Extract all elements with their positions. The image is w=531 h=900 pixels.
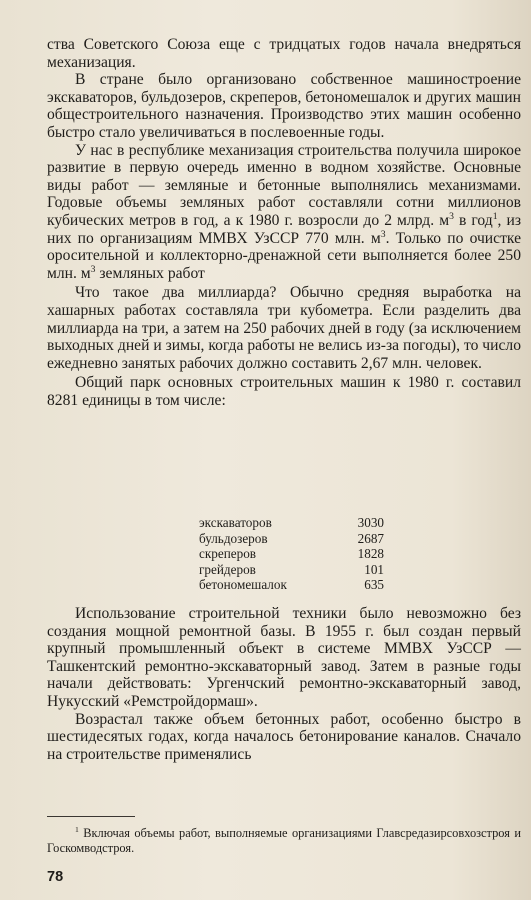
superscript-cube: 3 [449, 210, 454, 222]
machine-count: 635 [364, 577, 384, 593]
paragraph-1: ства Советского Союза еще с тридцатых годов начала внедряться механизация. [47, 36, 521, 71]
machine-name: бульдозеров [199, 530, 268, 546]
machine-name: скреперов [199, 546, 257, 562]
paragraph-3 [47, 142, 521, 283]
footnote-body: Включая объемы работ, выполняемые организациями Главсредазирсовхозстроя и Госкомводстроя. [47, 826, 521, 855]
machine-row [199, 515, 384, 531]
paragraph-3-part-5: земляных работ [95, 264, 205, 282]
paragraph-3-part-3: , из них по организациям ММВХ УзССР 770 млн. м [47, 211, 522, 247]
machine-list [199, 515, 384, 593]
machine-count: 3030 [357, 515, 384, 530]
footnote-marker: 1 [75, 824, 79, 834]
machine-row [199, 531, 384, 547]
machine-name: бетономешалок [199, 577, 287, 593]
machine-row [199, 562, 384, 578]
paragraph-3-part-4: . Только по очистке оросительной и коллекторно-дренажной сети выполняется более 250 млн. м [47, 229, 521, 282]
main-text-top [47, 36, 521, 409]
machine-count: 1828 [357, 546, 384, 562]
machine-count: 101 [364, 561, 384, 577]
main-text-bottom [47, 605, 521, 763]
page-number: 78 [47, 869, 64, 885]
machine-name: экскаваторов [199, 515, 272, 530]
paragraph-3-part-1: У нас в республике механизация строительства получила широкое развитие в первую очередь именно в водном хозяйстве. Основные виды работ — земляные и бетонные выполнялись механизмами. Годовые объемы земляных работ составляли сотни миллионов кубических метров в год, а к 1980 г. возросли до 2 млрд. м [47, 141, 521, 229]
footnote-ref: 1 [492, 210, 498, 222]
paragraph-2: В стране было организовано собственное машиностроение экскаваторов, бульдозеров, скреперов, бетономешалок и других машин общестроительного назначения. Производство этих машин особенно быстро стало увеличиваться в послевоенные годы. [47, 71, 521, 141]
footnote-divider [47, 816, 135, 817]
machine-row [199, 577, 384, 593]
paragraph-7: Возрастал также объем бетонных работ, особенно быстро в шестидесятых годах, когда началось бетонирование каналов. Сначало на строительстве применялись [47, 710, 521, 763]
paragraph-3-part-2: в год [453, 211, 493, 229]
paragraph-6: Использование строительной техники было невозможно без создания мощной ремонтной базы. В 1955 г. был создан первый крупный промышленный объект в системе ММВХ УзССР — Ташкентский ремонтно-экскаваторный завод. Затем в разные годы начали действовать: Ургенчский ремонтно-экскаваторный завод, Нукусский «Ремстройдормаш». [47, 605, 521, 710]
superscript-cube: 3 [380, 228, 386, 240]
footnote [47, 826, 521, 856]
machine-name: грейдеров [199, 561, 256, 577]
paragraph-4: Что такое два миллиарда? Обычно средняя выработка на хашарных работах составляла три кубометра. Если разделить два миллиарда на три, а затем на 250 рабочих дней в году (за исключением выходных дней и зимы, когда работы не велись из-за погоды), то число ежедневно занятых рабочих должно составить 2,67 млн. человек. [47, 284, 521, 372]
machine-row [199, 546, 384, 562]
machine-count: 2687 [357, 530, 384, 546]
footnote-text [47, 826, 521, 856]
paragraph-5: Общий парк основных строительных машин к 1980 г. составил 8281 единицы в том числе: [47, 374, 521, 409]
superscript-cube: 3 [90, 263, 96, 275]
